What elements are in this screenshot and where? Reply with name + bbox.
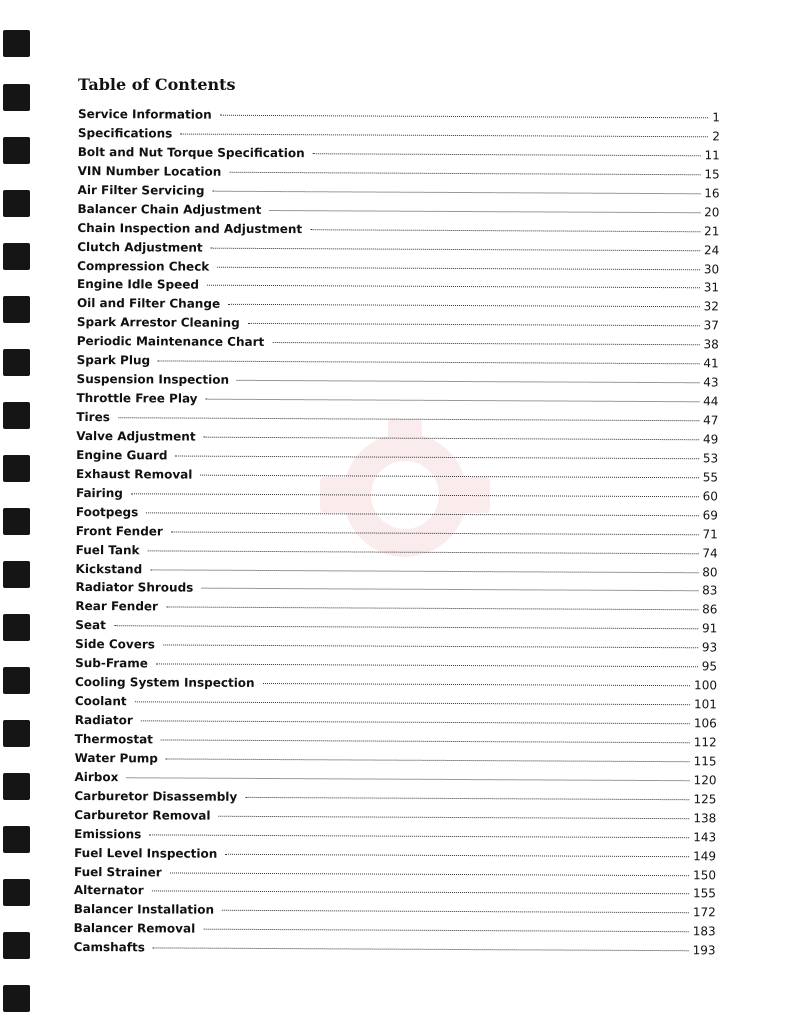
toc-entry-page: 74: [702, 545, 718, 560]
toc-entry[interactable]: [74, 940, 716, 962]
dot-leader: [310, 229, 700, 232]
binding-hole: [3, 30, 30, 57]
toc-entry-page: 41: [703, 356, 719, 371]
toc-entry-title: Oil and Filter Change: [76, 296, 221, 312]
toc-entry-page: 172: [692, 905, 716, 920]
toc-entry-page: 100: [694, 678, 718, 693]
binding-hole: [3, 932, 30, 959]
toc-entry-page: 43: [703, 375, 719, 390]
toc-entry-page: 15: [704, 167, 720, 182]
toc-entry-page: 44: [703, 394, 719, 409]
dot-leader: [135, 701, 690, 705]
dot-leader: [156, 664, 698, 668]
dot-leader: [248, 323, 700, 326]
toc-entry-page: 120: [693, 773, 717, 788]
dot-leader: [166, 607, 698, 611]
dot-leader: [212, 190, 700, 194]
dot-leader: [203, 929, 689, 933]
toc-entry-title: Fuel Strainer: [73, 864, 162, 879]
dot-leader: [263, 683, 690, 686]
toc-entry-title: Kickstand: [75, 561, 143, 576]
toc-entry-title: Emissions: [74, 826, 142, 841]
dot-leader: [141, 720, 690, 724]
dot-leader: [200, 474, 698, 478]
dot-leader: [206, 399, 700, 403]
toc-entry-title: Camshafts: [73, 940, 145, 955]
toc-entry-page: 1: [712, 110, 720, 125]
toc-entry-page: 93: [701, 640, 718, 655]
dot-leader: [201, 588, 698, 592]
dot-leader: [228, 304, 700, 307]
toc-entry-title: Tires: [76, 409, 110, 425]
dot-leader: [152, 891, 689, 895]
toc-entry-title: Balancer Installation: [73, 902, 215, 918]
toc-entry-page: 53: [702, 451, 719, 466]
dot-leader: [131, 493, 699, 497]
toc-entry-page: 80: [702, 564, 718, 579]
toc-entry-title: Service Information: [77, 107, 212, 122]
toc-entry-title: Seat: [75, 618, 106, 633]
binding-hole: [3, 508, 30, 535]
toc-entry-page: 71: [702, 526, 718, 541]
toc-entry-title: Cooling System Inspection: [74, 675, 255, 691]
toc-entry-page: 24: [703, 242, 720, 257]
toc-entry-page: 20: [704, 204, 720, 220]
dot-leader: [114, 626, 698, 630]
toc-entry-page: 60: [702, 489, 719, 504]
toc-entry-title: Engine Guard: [76, 447, 168, 463]
toc-entry-page: 193: [692, 943, 716, 958]
binding-hole: [3, 826, 30, 853]
toc-entry-title: Fuel Tank: [75, 542, 140, 557]
toc-entry-title: Rear Fender: [75, 599, 159, 614]
toc-entry-page: 112: [693, 735, 717, 750]
binding-hole: [3, 84, 30, 111]
dot-leader: [163, 645, 698, 649]
toc-entry-title: Alternator: [73, 883, 144, 898]
dot-leader: [149, 834, 689, 838]
toc-entry-title: Carburetor Removal: [74, 807, 211, 823]
dot-leader: [220, 115, 709, 119]
toc-entry-page: 30: [703, 261, 720, 276]
toc-entry-page: 149: [693, 848, 717, 863]
toc-entry-page: 115: [693, 754, 717, 769]
toc-entry-page: 31: [703, 280, 720, 295]
dot-leader: [211, 247, 700, 251]
toc-entry-title: Spark Arrestor Cleaning: [76, 315, 240, 331]
binding-hole: [3, 296, 30, 323]
dot-leader: [229, 172, 700, 175]
dot-leader: [217, 266, 700, 270]
toc-entry-page: 49: [702, 432, 719, 447]
toc-entry-title: Balancer Chain Adjustment: [77, 201, 262, 217]
dot-leader: [180, 133, 708, 137]
binding-hole: [3, 137, 30, 164]
toc-list: [74, 107, 720, 963]
binding-hole: [3, 614, 30, 641]
toc-entry-title: Valve Adjustment: [76, 428, 196, 444]
binding-hole: [3, 879, 30, 906]
dot-leader: [237, 380, 699, 383]
toc-entry-title: Thermostat: [74, 731, 153, 747]
binding-hole: [3, 349, 30, 376]
toc-entry-title: Periodic Maintenance Chart: [76, 334, 265, 350]
toc-entry-title: Sub-Frame: [75, 656, 148, 671]
spiral-binding: [0, 0, 40, 1035]
dot-leader: [171, 531, 699, 535]
toc-entry-title: Compression Check: [77, 258, 210, 274]
toc-entry-page: 150: [693, 867, 717, 882]
dot-leader: [269, 210, 700, 213]
toc-entry-title: Balancer Removal: [73, 921, 196, 936]
binding-hole: [3, 402, 30, 429]
dot-leader: [207, 285, 700, 289]
toc-entry-title: Chain Inspection and Adjustment: [77, 220, 303, 236]
binding-hole: [3, 190, 30, 217]
binding-hole: [3, 773, 30, 800]
binding-hole: [3, 455, 30, 482]
dot-leader: [158, 361, 699, 365]
toc-entry-page: 37: [703, 318, 719, 333]
dot-leader: [175, 455, 698, 459]
toc-entry-page: 91: [701, 621, 718, 636]
toc-entry-page: 95: [701, 659, 718, 674]
toc-entry-title: Radiator: [74, 712, 133, 728]
dot-leader: [161, 739, 690, 743]
toc-entry-page: 11: [704, 148, 720, 163]
toc-entry-page: 83: [702, 583, 718, 598]
toc-entry-page: 32: [703, 299, 719, 314]
toc-entry-title: Carburetor Disassembly: [74, 788, 238, 804]
toc-entry-title: Spark Plug: [76, 353, 151, 368]
binding-hole: [3, 561, 30, 588]
page-title: Table of Contents: [78, 75, 236, 94]
dot-leader: [118, 417, 699, 421]
toc-entry-title: Exhaust Removal: [76, 466, 193, 482]
toc-entry-title: Specifications: [77, 125, 173, 141]
toc-entry-page: 86: [702, 602, 718, 617]
dot-leader: [150, 569, 698, 573]
toc-entry-title: Footpegs: [75, 504, 139, 520]
binding-hole: [3, 243, 30, 270]
toc-entry-title: Throttle Free Play: [76, 391, 198, 406]
toc-entry-page: 21: [704, 223, 720, 238]
dot-leader: [245, 797, 689, 800]
toc-entry-title: Front Fender: [75, 523, 163, 539]
dot-leader: [126, 777, 689, 781]
toc-entry-title: Clutch Adjustment: [77, 239, 203, 255]
toc-entry-page: 38: [703, 337, 719, 352]
toc-entry-page: 16: [704, 186, 720, 201]
binding-hole: [3, 667, 30, 694]
dot-leader: [222, 910, 689, 913]
toc-entry-title: VIN Number Location: [77, 163, 222, 179]
toc-entry-title: Side Covers: [75, 637, 155, 652]
dot-leader: [166, 758, 690, 762]
dot-leader: [225, 853, 689, 856]
dot-leader: [219, 815, 690, 818]
toc-entry-title: Water Pump: [74, 750, 158, 766]
dot-leader: [204, 437, 699, 441]
dot-leader: [146, 512, 698, 516]
toc-entry-title: Suspension Inspection: [76, 372, 230, 387]
dot-leader: [148, 550, 699, 554]
toc-entry-title: Bolt and Nut Torque Specification: [77, 144, 305, 161]
binding-hole: [3, 720, 30, 747]
toc-entry-title: Air Filter Servicing: [77, 182, 205, 198]
toc-entry-page: 101: [693, 697, 717, 712]
toc-entry-page: 47: [703, 413, 719, 428]
toc-entry-page: 138: [693, 810, 717, 826]
dot-leader: [313, 153, 701, 156]
toc-entry-page: 55: [702, 470, 719, 485]
toc-entry-page: 143: [693, 829, 717, 844]
binding-hole: [3, 985, 30, 1012]
toc-entry-page: 2: [712, 129, 720, 144]
toc-entry-title: Fuel Level Inspection: [74, 845, 218, 861]
toc-entry-title: Radiator Shrouds: [75, 580, 194, 596]
toc-entry-title: Airbox: [74, 769, 119, 785]
toc-entry-title: Engine Idle Speed: [77, 277, 199, 293]
toc-entry-title: Coolant: [74, 694, 127, 709]
toc-entry-page: 69: [702, 507, 718, 523]
dot-leader: [272, 342, 699, 345]
dot-leader: [153, 948, 689, 952]
dot-leader: [170, 872, 689, 876]
toc-entry-page: 183: [692, 924, 716, 939]
toc-entry-page: 125: [693, 791, 717, 807]
toc-entry-page: 155: [692, 886, 716, 901]
toc-entry-title: Fairing: [75, 485, 123, 500]
toc-entry-page: 106: [693, 716, 717, 731]
